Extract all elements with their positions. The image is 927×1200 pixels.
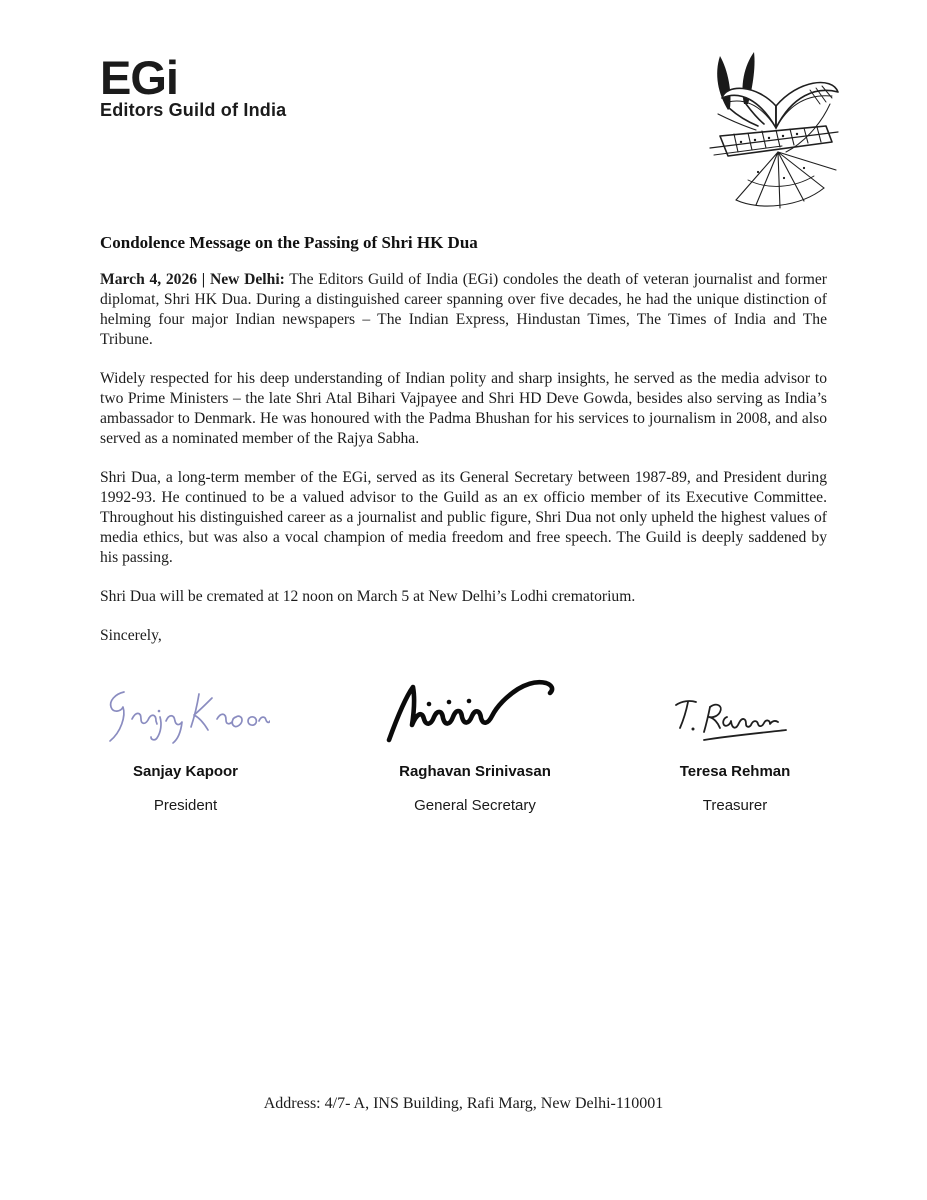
- paragraph-sincerely: Sincerely,: [100, 627, 162, 644]
- signatory-president: [88, 668, 283, 814]
- signatory-role: General Secretary: [414, 797, 536, 814]
- egi-logo-acronym: EGi: [100, 51, 178, 104]
- signatory-role: Treasurer: [702, 797, 768, 814]
- signatory-name: Sanjay Kapoor: [132, 763, 239, 780]
- paragraph-cremation: Shri Dua will be cremated at 12 noon on March 5 at New Delhi’s Lodhi crematorium.: [100, 588, 636, 605]
- paragraph-guild-service: Shri Dua, a long-term member of the EGi, served as its General Secretary between 1987-89, and President during 1992-93. He continued to be a valued advisor to the Guild as an ex officio member of its Executive Committee. Throughout his distinguished career as a journalist and public figure, Shri Dua not only upheld the highest values of media ethics, but was also a vocal champion of media freedom and free speech. The Guild is deeply saddened by his passing.: [100, 469, 827, 566]
- signatory-treasurer: [635, 668, 835, 814]
- open-book-quills-sketch-icon: [698, 44, 852, 210]
- paragraph-dateline: [100, 270, 827, 350]
- signatory-general-secretary: [375, 668, 575, 814]
- raghavan-srinivasan-signature-icon: [379, 676, 571, 748]
- letter-title: Condolence Message on the Passing of Shri HK Dua: [100, 233, 478, 252]
- sanjay-kapoor-signature-icon: [102, 684, 270, 748]
- signatory-name: Teresa Rehman: [679, 763, 791, 780]
- dateline-lead: March 4, 2026 | New Delhi:: [100, 271, 285, 288]
- signatory-name: Raghavan Srinivasan: [399, 763, 551, 780]
- egi-logo-reflection: [100, 121, 286, 143]
- letter-body: [100, 233, 827, 665]
- paragraph-career: Widely respected for his deep understanding of Indian polity and sharp insights, he served as the media advisor to two Prime Ministers – the late Shri Atal Bihari Vajpayee and Shri HD Deve Gowda, besides also serving as India’s ambassador to Denmark. He was honoured with the Padma Bhushan for his services to journalism in 2008, and also served as a nominated member of the Rajya Sabha.: [100, 370, 827, 447]
- paragraph-dateline-text: The Editors Guild of India (EGi) condoles the death of veteran journalist and former diplomat, Shri HK Dua. During a distinguished career spanning over five decades, he had the unique distinction of helming four major Indian newspapers – The Indian Express, Hindustan Times, The Times of India and The Tribune.: [100, 271, 827, 348]
- egi-logo: [100, 51, 287, 143]
- egi-logo-tagline: Editors Guild of India: [100, 100, 287, 121]
- address-footer: Address: 4/7- A, INS Building, Rafi Marg, New Delhi-110001: [263, 1095, 664, 1112]
- t-rehman-signature-icon: [662, 690, 808, 748]
- signatory-role: President: [153, 797, 218, 814]
- signature-block: [100, 668, 827, 833]
